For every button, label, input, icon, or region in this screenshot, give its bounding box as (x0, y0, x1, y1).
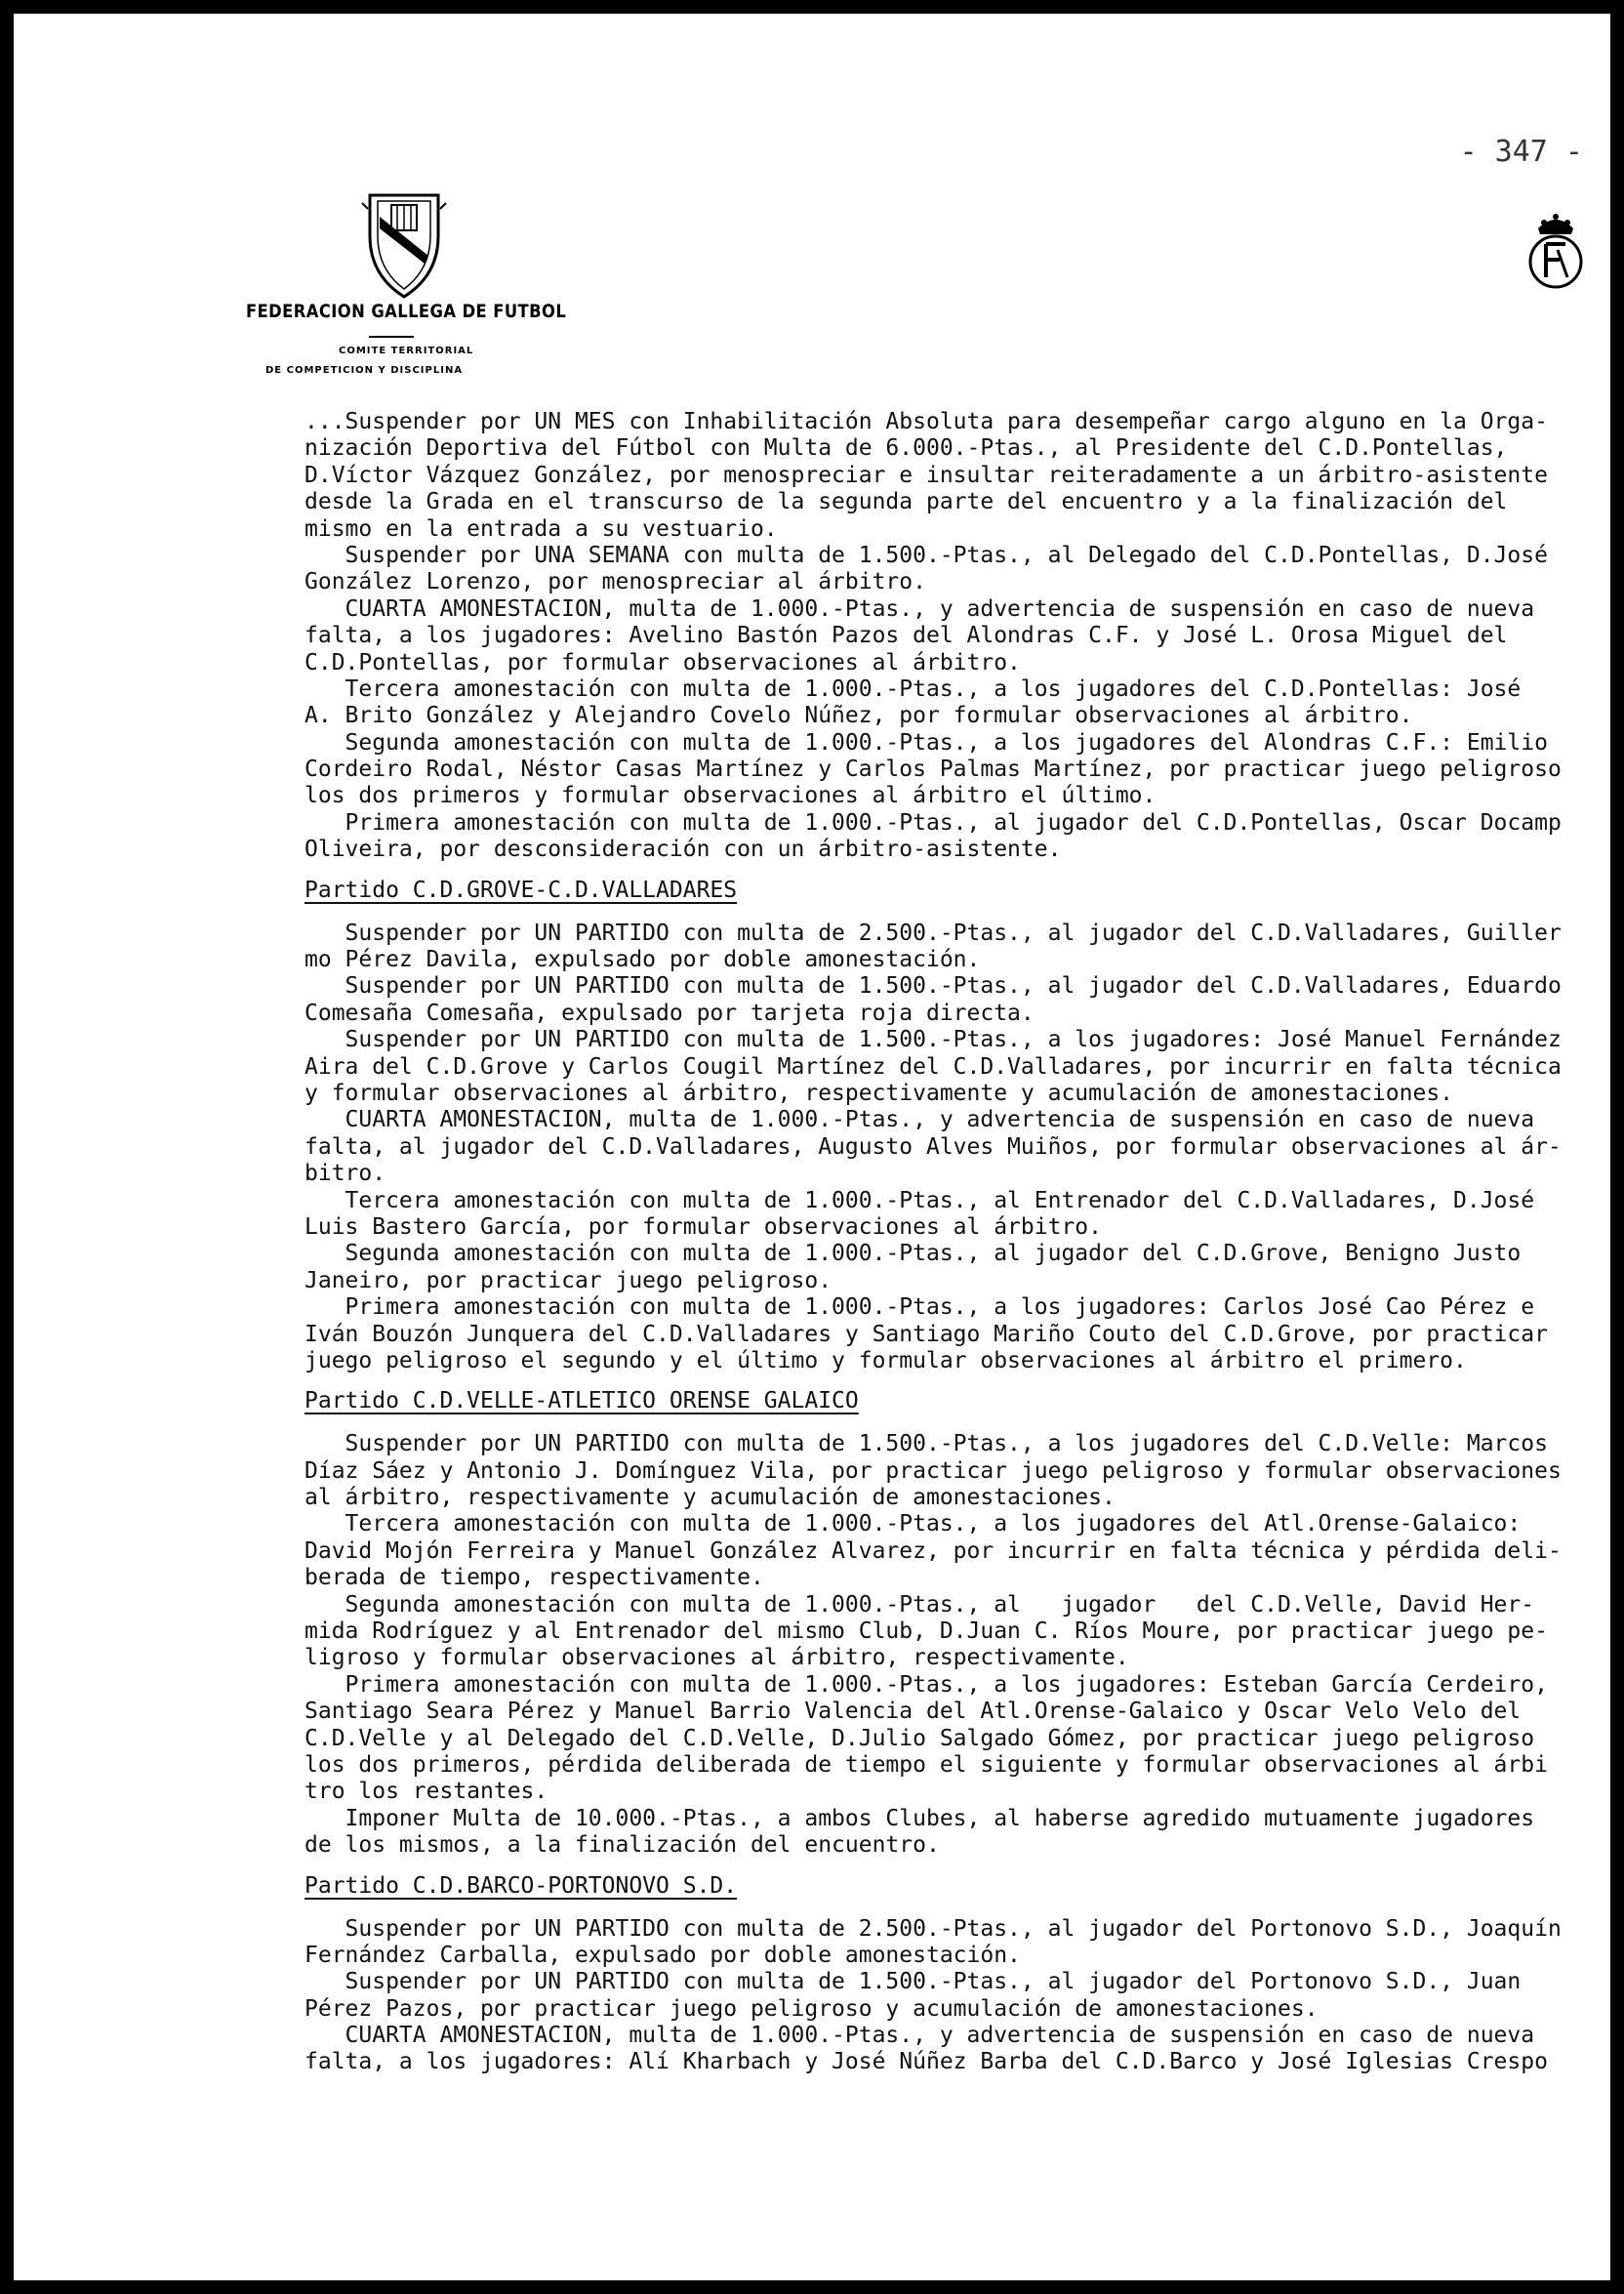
text-line: ...Suspender por UN MES con Inhabilitación Absoluta para desempeñar cargo alguno en la Orga- (304, 409, 1548, 434)
fgf-crest-icon (360, 187, 448, 307)
text-line: CUARTA AMONESTACION, multa de 1.000.-Ptas., y advertencia de suspensión en caso de nueva (304, 2023, 1535, 2049)
text-line: David Mojón Ferreira y Manuel González Alvarez, por incurrir en falta técnica y pérdida deli- (304, 1537, 1562, 1564)
text-line: González Lorenzo, por menospreciar al árbitro. (304, 569, 926, 595)
section-heading-barco-portonovo: Partido C.D.BARCO-PORTONOVO S.D. (304, 1872, 738, 1899)
text-line: falta, al jugador del C.D.Valladares, Augusto Alves Muiños, por formular observaciones al ár- (304, 1133, 1562, 1160)
text-line: Primera amonestación con multa de 1.000.-Ptas., al jugador del C.D.Pontellas, Oscar Docamp (304, 809, 1562, 836)
header-divider (369, 336, 414, 338)
text-line: Cordeiro Rodal, Néstor Casas Martínez y Carlos Palmas Martínez, por practicar juego peligroso (304, 757, 1562, 783)
section-heading-velle-orense: Partido C.D.VELLE-ATLETICO ORENSE GALAICO (304, 1388, 859, 1414)
text-line: y formular observaciones al árbitro, respectivamente y acumulación de amonestaciones. (304, 1080, 1454, 1106)
text-line: Díaz Sáez y Antonio J. Domínguez Vila, por practicar juego peligroso y formular observaciones (304, 1457, 1562, 1484)
paragraph-block-1 (304, 409, 1595, 864)
text-line: C.D.Velle y al Delegado del C.D.Velle, D.Julio Salgado Gómez, por practicar juego peligroso (304, 1725, 1535, 1751)
text-line: falta, a los jugadores: Alí Kharbach y José Núñez Barba del C.D.Barco y José Iglesias Crespo (304, 2049, 1548, 2075)
text-line: Tercera amonestación con multa de 1.000.-Ptas., a los jugadores del C.D.Pontellas: José (304, 676, 1522, 702)
text-line: CUARTA AMONESTACION, multa de 1.000.-Ptas., y advertencia de suspensión en caso de nueva (304, 1107, 1535, 1133)
text-line: falta, a los jugadores: Avelino Bastón Pazos del Alondras C.F. y José L. Orosa Miguel del (304, 623, 1508, 649)
text-line: Fernández Carballa, expulsado por doble amonestación. (304, 1942, 1021, 1968)
federation-name: FEDERACION GALLEGA DE FUTBOL (246, 301, 567, 322)
text-line: Suspender por UN PARTIDO con multa de 1.500.-Ptas., a los jugadores: José Manuel Fernández (304, 1027, 1562, 1053)
text-line: de los mismos, a la finalización del encuentro. (304, 1832, 940, 1859)
committee-line-1: COMITE TERRITORIAL (339, 346, 474, 356)
text-line: Imponer Multa de 10.000.-Ptas., a ambos Clubes, al haberse agredido mutuamente jugadores (304, 1805, 1535, 1831)
text-line: Suspender por UN PARTIDO con multa de 2.500.-Ptas., al jugador del C.D.Valladares, Guiller (304, 920, 1562, 946)
text-line: mismo en la entrada a su vestuario. (304, 515, 778, 542)
text-line: Suspender por UN PARTIDO con multa de 1.500.-Ptas., al jugador del Portonovo S.D., Juan (304, 1969, 1522, 1995)
text-line: Segunda amonestación con multa de 1.000.-Ptas., a los jugadores del Alondras C.F.: Emilio (304, 729, 1548, 756)
document-page (14, 14, 1610, 2280)
text-line: C.D.Pontellas, por formular observaciones al árbitro. (304, 649, 1021, 676)
section-heading-grove-valladares: Partido C.D.GROVE-C.D.VALLADARES (304, 877, 738, 903)
text-line: Janeiro, por practicar juego peligroso. (304, 1267, 832, 1293)
text-line: A. Brito González y Alejandro Covelo Núñez, por formular observaciones al árbitro. (304, 703, 1413, 729)
text-line: los dos primeros, pérdida deliberada de tiempo el siguiente y formular observaciones al árbi (304, 1751, 1548, 1778)
text-line: al árbitro, respectivamente y acumulación de amonestaciones. (304, 1485, 1116, 1511)
committee-line-2: DE COMPETICION Y DISCIPLINA (265, 365, 464, 376)
text-line: Iván Bouzón Junquera del C.D.Valladares y Santiago Mariño Couto del C.D.Grove, por practicar (304, 1321, 1548, 1347)
text-line: Aira del C.D.Grove y Carlos Cougil Martínez del C.D.Valladares, por incurrir en falta técnica (304, 1053, 1562, 1080)
text-line: Comesaña Comesaña, expulsado por tarjeta roja directa. (304, 1000, 1035, 1026)
text-line: bitro. (304, 1161, 386, 1187)
text-line: Segunda amonestación con multa de 1.000.-Ptas., al jugador del C.D.Velle, David Her- (304, 1591, 1535, 1618)
text-line: Suspender por UN PARTIDO con multa de 1.500.-Ptas., al jugador del C.D.Valladares, Eduardo (304, 973, 1562, 1000)
text-line: berada de tiempo, respectivamente. (304, 1565, 764, 1591)
text-line: Tercera amonestación con multa de 1.000.-Ptas., al Entrenador del C.D.Valladares, D.José (304, 1187, 1535, 1213)
text-line: D.Víctor Vázquez González, por menospreciar e insultar reiteradamente a un árbitro-asistente (304, 462, 1548, 488)
text-line: tro los restantes. (304, 1779, 548, 1805)
text-line: nización Deportiva del Fútbol con Multa de 6.000.-Ptas., al Presidente del C.D.Pontellas, (304, 435, 1508, 462)
text-line: mo Pérez Davila, expulsado por doble amonestación. (304, 947, 981, 973)
text-line: Suspender por UN PARTIDO con multa de 1.500.-Ptas., a los jugadores del C.D.Velle: Marcos (304, 1431, 1548, 1457)
text-line: Oliveira, por desconsideración con un árbitro-asistente. (304, 837, 1062, 863)
text-line: los dos primeros y formular observaciones al árbitro el último. (304, 783, 1157, 809)
text-line: juego peligroso el segundo y el último y formular observaciones al árbitro el primero. (304, 1347, 1467, 1373)
page-number: - 347 - (1459, 135, 1583, 169)
rfef-crown-crest-icon (1524, 209, 1587, 296)
paragraph-block-3 (304, 1431, 1595, 1859)
text-line: mida Rodríguez y al Entrenador del mismo Club, D.Juan C. Ríos Moure, por practicar juego pe- (304, 1618, 1548, 1645)
paragraph-block-2 (304, 921, 1595, 1375)
text-line: Suspender por UNA SEMANA con multa de 1.500.-Ptas., al Delegado del C.D.Pontellas, D.José (304, 542, 1548, 568)
text-line: Primera amonestación con multa de 1.000.-Ptas., a los jugadores: Esteban García Cerdeiro, (304, 1671, 1548, 1698)
text-line: Segunda amonestación con multa de 1.000.-Ptas., al jugador del C.D.Grove, Benigno Justo (304, 1241, 1522, 1267)
paragraph-block-4 (304, 1916, 1595, 2076)
document-body (304, 409, 1595, 2076)
text-line: desde la Grada en el transcurso de la segunda parte del encuentro y a la finalización del (304, 489, 1508, 515)
text-line: Tercera amonestación con multa de 1.000.-Ptas., a los jugadores del Atl.Orense-Galaico: (304, 1511, 1522, 1537)
text-line: CUARTA AMONESTACION, multa de 1.000.-Ptas., y advertencia de suspensión en caso de nueva (304, 595, 1535, 622)
text-line: Pérez Pazos, por practicar juego peligroso y acumulación de amonestaciones. (304, 1995, 1319, 2022)
text-line: ligroso y formular observaciones al árbitro, respectivamente. (304, 1645, 1129, 1671)
text-line: Santiago Seara Pérez y Manuel Barrio Valencia del Atl.Orense-Galaico y Oscar Velo Velo del (304, 1699, 1522, 1725)
text-line: Primera amonestación con multa de 1.000.-Ptas., a los jugadores: Carlos José Cao Pérez e (304, 1294, 1535, 1321)
text-line: Suspender por UN PARTIDO con multa de 2.500.-Ptas., al jugador del Portonovo S.D., Joaquín (304, 1915, 1562, 1942)
text-line: Luis Bastero García, por formular observaciones al árbitro. (304, 1213, 1102, 1240)
